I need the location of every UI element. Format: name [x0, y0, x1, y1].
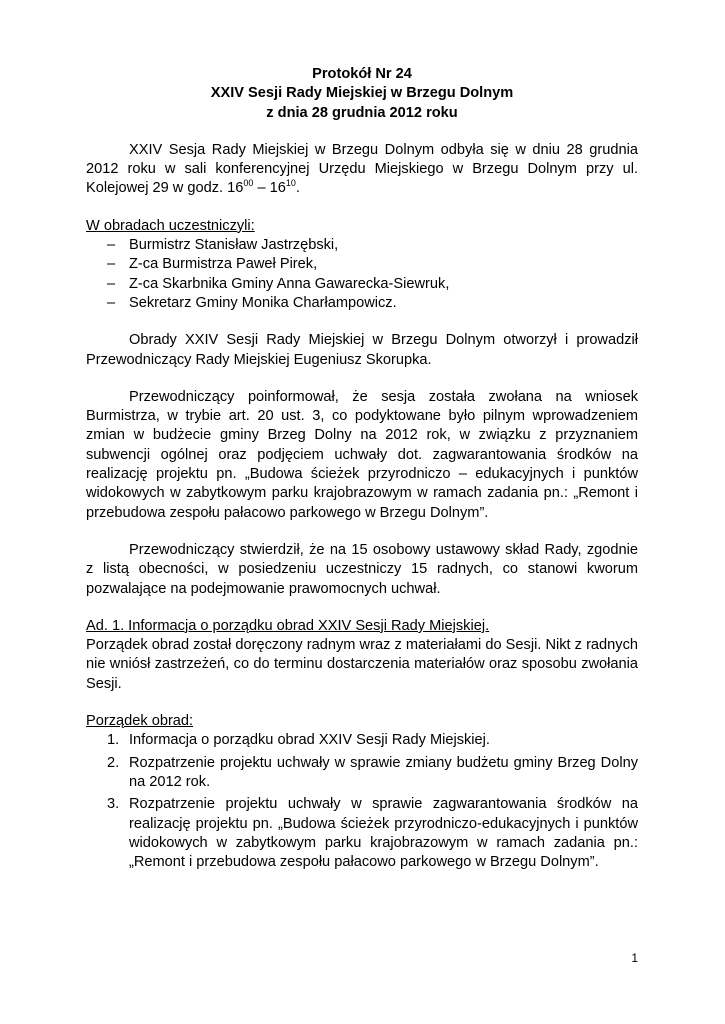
- dash-marker: –: [107, 275, 116, 292]
- agenda-list: [86, 731, 638, 872]
- dash-marker: –: [107, 294, 116, 311]
- participants-list: [86, 236, 638, 313]
- list-item: – Sekretarz Gminy Monika Charłampowicz.: [86, 294, 638, 313]
- page-number: 1: [631, 951, 638, 965]
- participants-heading: W obradach uczestniczyli:: [86, 217, 255, 234]
- title-protocol-number: Protokół Nr 24: [312, 66, 412, 82]
- list-item: 2. Rozpatrzenie projektu uchwały w sprawie zmiany budżetu gminy Brzeg Dolny na 2012 rok.: [107, 754, 638, 790]
- list-item: 1. Informacja o porządku obrad XXIV Sesji Rady Miejskiej.: [86, 731, 638, 750]
- dash-marker: –: [107, 237, 116, 254]
- list-item: – Burmistrz Stanisław Jastrzębski,: [86, 236, 638, 255]
- dash-marker: –: [107, 256, 116, 273]
- agenda-section: [86, 712, 638, 872]
- agenda-number: 1.: [107, 732, 120, 749]
- agenda-number: 2.: [107, 754, 120, 771]
- ad1-heading: Ad. 1. Informacja o porządku obrad XXIV Sesji Rady Miejskiej.: [86, 617, 490, 634]
- time-start-superscript: 00: [243, 178, 254, 189]
- list-item: – Z-ca Skarbnika Gminy Anna Gawarecka-Siewruk,: [86, 275, 638, 294]
- list-item: 3. Rozpatrzenie projektu uchwały w sprawie zagwarantowania środków na realizację projektu pn. „Budowa ścieżek przyrodniczo-edukacyjnych i punktów widokowych w zabytkowym parku krajobrazowym w ramach zadania pn.: „Remont i przebudowa zespołu pałacowo parkowego w Brzegu Dolnym”.: [107, 796, 638, 871]
- document-body: [86, 65, 638, 875]
- title-session: XXIV Sesji Rady Miejskiej w Brzegu Dolnym: [210, 85, 514, 102]
- quorum-paragraph: Przewodniczący stwierdził, że na 15 osobowy ustawowy skład Rady, zgodnie z listą obecności, w posiedzeniu uczestniczy 15 radnych, co stanowi kworum pozwalające na podejmowanie prawomocnych uchwał.: [86, 541, 638, 597]
- document-title: [86, 65, 638, 123]
- time-end-superscript: 10: [285, 178, 296, 189]
- opening-paragraph: Obrady XXIV Sesji Rady Miejskiej w Brzegu Dolnym otworzył i prowadził Przewodniczący Rady Miejskiej Eugeniusz Skorupka.: [86, 332, 638, 368]
- title-date: z dnia 28 grudnia 2012 roku: [266, 104, 458, 121]
- agenda-heading: Porządek obrad:: [86, 713, 194, 730]
- info-paragraph: Przewodniczący poinformował, że sesja została zwołana na wniosek Burmistrza, w trybie art. 20 ust. 3, co podyktowane było pilnym wprowadzeniem zmian w budżecie gminy Brzeg Dolny na 2012 rok, w związku z przyznaniem subwencji ogólnej oraz podjęciem uchwały dot. zagwarantowania środków na realizację projektu pn. „Budowa ścieżek przyrodniczo – edukacyjnych i punktów widokowych w zabytkowym parku krajobrazowym w ramach zadania pn.: „Remont i przebudowa zespołu pałacowo parkowego w Brzegu Dolnym”.: [86, 388, 638, 521]
- participants-section: [86, 217, 638, 313]
- list-item: – Z-ca Burmistrza Paweł Pirek,: [86, 255, 638, 274]
- agenda-number: 3.: [107, 796, 120, 813]
- intro-paragraph: XXIV Sesja Rady Miejskiej w Brzegu Dolnym odbyła się w dniu 28 grudnia 2012 roku w sali konferencyjnej Urzędu Miejskiego w Brzegu Dolnym przy ul. Kolejowej 29 w godz. $16^{00} - 16^{10}$.: [86, 141, 638, 197]
- ad1-section: [86, 617, 638, 694]
- ad1-paragraph: Porządek obrad został doręczony radnym wraz z materiałami do Sesji. Nikt z radnych nie wniósł zastrzeżeń, co do terminu dostarczenia materiałów oraz sposobu zwołania Sesji.: [86, 637, 638, 692]
